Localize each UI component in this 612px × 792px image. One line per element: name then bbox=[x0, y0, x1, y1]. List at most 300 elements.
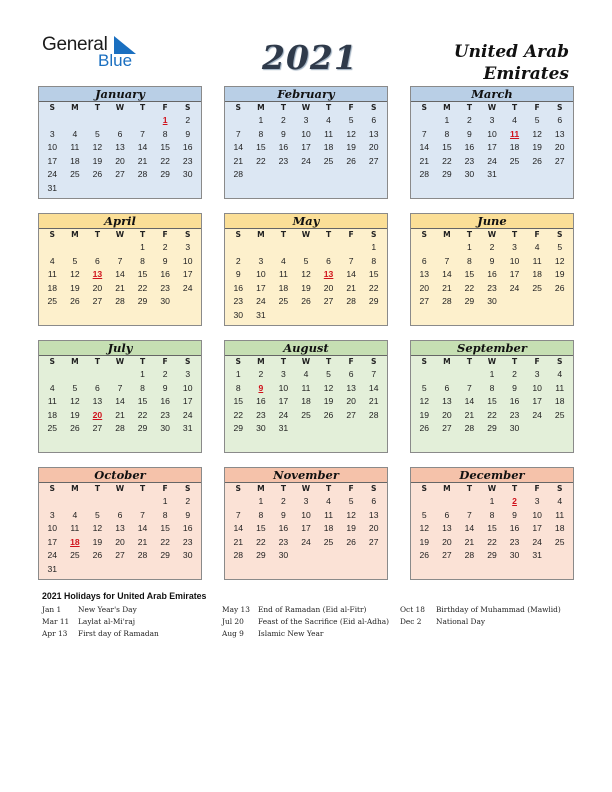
day-cell: 14 bbox=[233, 523, 244, 534]
day-cell: 22 bbox=[137, 282, 148, 293]
day-cell: 13 bbox=[554, 128, 565, 139]
day-cell: 18 bbox=[47, 409, 58, 420]
day-cell: 8 bbox=[258, 128, 264, 139]
empty-day-cell bbox=[41, 114, 64, 128]
day-cell: 16 bbox=[487, 269, 497, 280]
day-cell: 4 bbox=[512, 115, 517, 125]
day-cell: 13 bbox=[115, 523, 125, 534]
month-february bbox=[224, 86, 388, 199]
day-cell: 25 bbox=[554, 536, 565, 547]
day-cell: 12 bbox=[532, 128, 542, 139]
weekday-label: W bbox=[301, 230, 311, 239]
weekday-label: T bbox=[466, 230, 473, 239]
weekday-label: W bbox=[115, 103, 125, 112]
weekday-label: S bbox=[235, 103, 242, 112]
day-cell: 15 bbox=[487, 396, 497, 407]
logo-general-text: General bbox=[42, 34, 108, 55]
holiday-name: Birthday of Muhammad (Mawlid) bbox=[436, 605, 561, 614]
day-cell: 15 bbox=[256, 523, 266, 534]
month-december bbox=[410, 467, 574, 580]
country-line-1: United Arab bbox=[453, 42, 569, 62]
month-march bbox=[410, 86, 574, 199]
day-cell: 19 bbox=[323, 396, 334, 407]
day-cell: 17 bbox=[532, 523, 542, 534]
empty-day-cell bbox=[227, 495, 250, 509]
day-cell: 6 bbox=[95, 382, 100, 393]
logo-blue-text: Blue bbox=[98, 51, 133, 70]
holiday-date: Jul 20 bbox=[222, 617, 244, 626]
empty-day-cell bbox=[413, 114, 436, 128]
empty-day-cell bbox=[64, 114, 87, 128]
day-cell: 15 bbox=[487, 523, 497, 534]
day-cell: 22 bbox=[233, 409, 244, 420]
day-cell: 9 bbox=[467, 128, 472, 139]
day-cell: 15 bbox=[137, 269, 148, 280]
day-cell: 27 bbox=[346, 409, 356, 420]
day-cell: 10 bbox=[47, 142, 58, 153]
day-cell: 6 bbox=[95, 255, 100, 266]
day-cell: 16 bbox=[509, 523, 520, 534]
day-cell: 21 bbox=[137, 536, 148, 547]
weekday-label: S bbox=[556, 230, 563, 239]
day-cell: 3 bbox=[49, 509, 55, 520]
month-grid bbox=[411, 356, 573, 436]
holiday-day-cell: 13 bbox=[323, 269, 334, 280]
holiday-name: Islamic New Year bbox=[258, 629, 324, 638]
day-cell: 16 bbox=[182, 142, 193, 153]
month-grid bbox=[225, 102, 387, 182]
weekday-label: W bbox=[115, 230, 125, 239]
day-cell: 21 bbox=[137, 155, 148, 166]
weekday-label: T bbox=[466, 484, 473, 493]
weekday-label: T bbox=[325, 357, 332, 366]
weekday-label: S bbox=[49, 103, 56, 112]
weekday-label: T bbox=[511, 484, 518, 493]
month-title: February bbox=[225, 87, 387, 102]
day-cell: 18 bbox=[532, 269, 542, 280]
weekday-label: T bbox=[466, 357, 473, 366]
empty-day-cell bbox=[362, 168, 385, 182]
empty-day-cell bbox=[362, 422, 385, 436]
holiday-column bbox=[400, 604, 561, 628]
day-cell: 25 bbox=[323, 155, 334, 166]
day-cell: 19 bbox=[346, 142, 356, 153]
empty-day-cell bbox=[458, 368, 481, 382]
day-cell: 12 bbox=[346, 509, 356, 520]
day-cell: 1 bbox=[489, 369, 495, 379]
day-cell: 7 bbox=[117, 382, 123, 393]
day-cell: 16 bbox=[278, 523, 289, 534]
day-cell: 9 bbox=[235, 269, 241, 280]
day-cell: 26 bbox=[301, 296, 311, 307]
weekday-label: T bbox=[139, 103, 146, 112]
empty-day-cell bbox=[317, 168, 340, 182]
weekday-label: M bbox=[71, 230, 79, 239]
month-grid bbox=[411, 102, 573, 182]
day-cell: 1 bbox=[235, 369, 241, 379]
day-cell: 31 bbox=[487, 169, 497, 180]
day-cell: 21 bbox=[115, 282, 125, 293]
month-may bbox=[224, 213, 388, 326]
empty-day-cell bbox=[86, 241, 109, 255]
day-cell: 4 bbox=[326, 496, 331, 506]
day-cell: 11 bbox=[301, 382, 311, 393]
day-cell: 12 bbox=[70, 396, 80, 407]
holiday-row bbox=[222, 628, 324, 640]
day-cell: 25 bbox=[301, 409, 311, 420]
empty-day-cell bbox=[64, 563, 87, 577]
day-cell: 5 bbox=[72, 382, 78, 393]
weekday-label: T bbox=[466, 103, 473, 112]
weekday-label: M bbox=[71, 357, 79, 366]
empty-day-cell bbox=[503, 295, 526, 309]
weekday-label: S bbox=[49, 484, 56, 493]
weekday-label: M bbox=[443, 103, 451, 112]
day-cell: 21 bbox=[233, 536, 244, 547]
day-cell: 6 bbox=[371, 496, 377, 506]
empty-day-cell bbox=[131, 563, 154, 577]
day-cell: 9 bbox=[512, 509, 517, 520]
day-cell: 27 bbox=[368, 155, 379, 166]
day-cell: 3 bbox=[303, 496, 309, 506]
holiday-name: First day of Ramadan bbox=[78, 629, 159, 638]
empty-day-cell bbox=[548, 168, 571, 182]
day-cell: 9 bbox=[281, 128, 286, 139]
weekday-label: M bbox=[257, 357, 265, 366]
empty-day-cell bbox=[250, 168, 273, 182]
day-cell: 30 bbox=[160, 423, 170, 434]
day-cell: 22 bbox=[487, 409, 497, 420]
day-cell: 19 bbox=[419, 536, 430, 547]
day-cell: 4 bbox=[281, 255, 286, 266]
day-cell: 29 bbox=[160, 169, 170, 180]
holiday-row bbox=[42, 616, 136, 628]
weekday-label: W bbox=[115, 484, 125, 493]
weekday-label: T bbox=[139, 230, 146, 239]
day-cell: 30 bbox=[233, 309, 244, 320]
weekday-label: F bbox=[534, 230, 540, 239]
day-cell: 31 bbox=[256, 309, 266, 320]
weekday-label: M bbox=[71, 484, 79, 493]
day-cell: 24 bbox=[509, 282, 520, 293]
holiday-name: End of Ramadan (Eid al-Fitr) bbox=[258, 605, 367, 614]
weekday-label: M bbox=[257, 230, 265, 239]
month-title: November bbox=[225, 468, 387, 483]
day-cell: 3 bbox=[49, 128, 55, 139]
day-cell: 17 bbox=[256, 282, 266, 293]
month-january bbox=[38, 86, 202, 199]
day-cell: 9 bbox=[185, 509, 191, 520]
day-cell: 24 bbox=[532, 409, 542, 420]
weekday-label: W bbox=[487, 357, 497, 366]
weekday-label: T bbox=[325, 230, 332, 239]
empty-day-cell bbox=[413, 368, 436, 382]
day-cell: 1 bbox=[444, 115, 450, 125]
weekday-label: M bbox=[443, 484, 451, 493]
day-cell: 10 bbox=[182, 382, 193, 393]
weekday-label: M bbox=[71, 103, 79, 112]
holiday-date: Mar 11 bbox=[42, 617, 70, 626]
weekday-label: T bbox=[511, 103, 518, 112]
day-cell: 29 bbox=[487, 550, 497, 561]
day-cell: 29 bbox=[487, 423, 497, 434]
weekday-label: T bbox=[325, 103, 332, 112]
empty-day-cell bbox=[548, 295, 571, 309]
month-title: April bbox=[39, 214, 201, 229]
day-cell: 18 bbox=[278, 282, 289, 293]
day-cell: 8 bbox=[371, 255, 377, 266]
day-cell: 9 bbox=[185, 128, 191, 139]
day-cell: 25 bbox=[509, 155, 520, 166]
day-cell: 13 bbox=[368, 509, 379, 520]
day-cell: 20 bbox=[115, 536, 125, 547]
holidays-title: 2021 Holidays for United Arab Emirates bbox=[42, 591, 207, 601]
day-cell: 12 bbox=[346, 128, 356, 139]
empty-day-cell bbox=[340, 422, 363, 436]
day-cell: 28 bbox=[137, 550, 148, 561]
holiday-day-cell: 20 bbox=[92, 409, 103, 420]
empty-day-cell bbox=[362, 309, 385, 323]
weekday-label: S bbox=[49, 357, 56, 366]
day-cell: 31 bbox=[532, 550, 542, 561]
weekday-label: T bbox=[139, 484, 146, 493]
day-cell: 27 bbox=[368, 536, 379, 547]
empty-day-cell bbox=[41, 368, 64, 382]
holiday-day-cell: 13 bbox=[92, 269, 103, 280]
day-cell: 4 bbox=[303, 369, 309, 379]
day-cell: 24 bbox=[301, 155, 311, 166]
month-june bbox=[410, 213, 574, 326]
day-cell: 10 bbox=[278, 382, 289, 393]
day-cell: 1 bbox=[140, 369, 145, 379]
holiday-day-cell: 18 bbox=[70, 536, 80, 547]
generalblue-logo bbox=[42, 34, 142, 74]
day-cell: 25 bbox=[278, 296, 289, 307]
weekday-label: T bbox=[325, 484, 332, 493]
weekday-label: T bbox=[511, 230, 518, 239]
day-cell: 19 bbox=[532, 142, 542, 153]
month-title: June bbox=[411, 214, 573, 229]
day-cell: 6 bbox=[326, 255, 331, 266]
day-cell: 31 bbox=[47, 182, 58, 193]
day-cell: 6 bbox=[444, 382, 450, 393]
weekday-label: W bbox=[487, 103, 497, 112]
day-cell: 9 bbox=[489, 255, 495, 266]
day-cell: 2 bbox=[489, 242, 495, 252]
day-cell: 16 bbox=[233, 282, 244, 293]
day-cell: 17 bbox=[278, 396, 289, 407]
day-cell: 14 bbox=[464, 523, 475, 534]
empty-day-cell bbox=[227, 241, 250, 255]
day-cell: 15 bbox=[160, 523, 170, 534]
day-cell: 29 bbox=[233, 423, 244, 434]
day-cell: 2 bbox=[281, 115, 286, 125]
day-cell: 19 bbox=[346, 523, 356, 534]
holiday-date: Jan 1 bbox=[42, 605, 62, 614]
day-cell: 27 bbox=[554, 155, 565, 166]
day-cell: 7 bbox=[348, 255, 354, 266]
weekday-label: S bbox=[421, 357, 428, 366]
day-cell: 30 bbox=[509, 550, 520, 561]
month-grid bbox=[411, 229, 573, 309]
day-cell: 10 bbox=[256, 269, 266, 280]
day-cell: 15 bbox=[137, 396, 148, 407]
day-cell: 28 bbox=[137, 169, 148, 180]
day-cell: 28 bbox=[464, 423, 475, 434]
day-cell: 5 bbox=[557, 242, 563, 252]
day-cell: 30 bbox=[487, 296, 497, 307]
day-cell: 26 bbox=[532, 155, 542, 166]
empty-day-cell bbox=[64, 368, 87, 382]
day-cell: 14 bbox=[137, 523, 148, 534]
day-cell: 24 bbox=[487, 155, 497, 166]
day-cell: 18 bbox=[554, 396, 565, 407]
holiday-name: Feast of the Sacrifice (Eid al-Adha) bbox=[258, 617, 390, 626]
day-cell: 20 bbox=[92, 282, 103, 293]
day-cell: 5 bbox=[326, 369, 331, 379]
day-cell: 11 bbox=[70, 142, 80, 153]
weekday-label: S bbox=[421, 103, 428, 112]
weekday-label: W bbox=[487, 230, 497, 239]
empty-day-cell bbox=[548, 422, 571, 436]
day-cell: 27 bbox=[442, 423, 452, 434]
day-cell: 31 bbox=[47, 563, 58, 574]
day-cell: 2 bbox=[281, 496, 286, 506]
month-title: March bbox=[411, 87, 573, 102]
holiday-name: New Year's Day bbox=[78, 605, 137, 614]
empty-day-cell bbox=[154, 182, 177, 196]
month-grid bbox=[225, 356, 387, 436]
day-cell: 10 bbox=[182, 255, 193, 266]
weekday-label: F bbox=[162, 357, 168, 366]
day-cell: 10 bbox=[532, 509, 542, 520]
weekday-label: S bbox=[184, 484, 191, 493]
day-cell: 17 bbox=[47, 536, 58, 547]
day-cell: 20 bbox=[368, 523, 379, 534]
day-cell: 23 bbox=[278, 536, 289, 547]
day-cell: 14 bbox=[233, 142, 244, 153]
weekday-label: F bbox=[348, 484, 354, 493]
day-cell: 4 bbox=[72, 128, 78, 139]
empty-day-cell bbox=[131, 495, 154, 509]
month-title: July bbox=[39, 341, 201, 356]
empty-day-cell bbox=[86, 114, 109, 128]
day-cell: 18 bbox=[301, 396, 311, 407]
day-cell: 24 bbox=[47, 169, 58, 180]
weekday-label: F bbox=[162, 230, 168, 239]
day-cell: 5 bbox=[421, 382, 427, 393]
day-cell: 1 bbox=[162, 496, 168, 506]
day-cell: 12 bbox=[419, 523, 430, 534]
day-cell: 21 bbox=[464, 536, 475, 547]
weekday-label: T bbox=[139, 357, 146, 366]
empty-day-cell bbox=[176, 563, 199, 577]
month-september bbox=[410, 340, 574, 453]
day-cell: 1 bbox=[258, 496, 264, 506]
weekday-label: F bbox=[534, 484, 540, 493]
day-cell: 14 bbox=[464, 396, 475, 407]
day-cell: 25 bbox=[554, 409, 565, 420]
day-cell: 12 bbox=[419, 396, 430, 407]
day-cell: 9 bbox=[281, 509, 286, 520]
day-cell: 17 bbox=[182, 269, 193, 280]
day-cell: 28 bbox=[233, 169, 244, 180]
empty-day-cell bbox=[176, 182, 199, 196]
empty-day-cell bbox=[131, 114, 154, 128]
day-cell: 30 bbox=[464, 169, 475, 180]
day-cell: 14 bbox=[137, 142, 148, 153]
day-cell: 7 bbox=[421, 128, 427, 139]
day-cell: 27 bbox=[115, 550, 125, 561]
day-cell: 2 bbox=[512, 369, 517, 379]
day-cell: 23 bbox=[160, 282, 170, 293]
day-cell: 19 bbox=[92, 536, 103, 547]
day-cell: 29 bbox=[464, 296, 475, 307]
day-cell: 25 bbox=[532, 282, 542, 293]
weekday-label: M bbox=[443, 230, 451, 239]
day-cell: 23 bbox=[278, 155, 289, 166]
day-cell: 3 bbox=[534, 496, 540, 506]
day-cell: 19 bbox=[70, 282, 80, 293]
holiday-column bbox=[222, 604, 390, 640]
day-cell: 13 bbox=[442, 523, 452, 534]
weekday-label: S bbox=[370, 230, 377, 239]
empty-day-cell bbox=[41, 495, 64, 509]
day-cell: 19 bbox=[70, 409, 80, 420]
day-cell: 12 bbox=[92, 523, 103, 534]
day-cell: 8 bbox=[258, 509, 264, 520]
empty-day-cell bbox=[436, 241, 459, 255]
day-cell: 10 bbox=[301, 509, 311, 520]
empty-day-cell bbox=[436, 368, 459, 382]
day-cell: 24 bbox=[256, 296, 266, 307]
month-november bbox=[224, 467, 388, 580]
day-cell: 23 bbox=[509, 536, 520, 547]
day-cell: 11 bbox=[47, 269, 57, 280]
month-grid bbox=[39, 483, 201, 577]
day-cell: 9 bbox=[162, 255, 168, 266]
day-cell: 29 bbox=[368, 296, 379, 307]
empty-day-cell bbox=[86, 563, 109, 577]
holiday-day-cell: 2 bbox=[512, 496, 517, 506]
day-cell: 20 bbox=[442, 409, 452, 420]
day-cell: 16 bbox=[278, 142, 289, 153]
day-cell: 1 bbox=[258, 115, 264, 125]
day-cell: 6 bbox=[117, 128, 123, 139]
weekday-label: S bbox=[370, 357, 377, 366]
weekday-label: S bbox=[184, 230, 191, 239]
day-cell: 23 bbox=[509, 409, 520, 420]
day-cell: 7 bbox=[467, 382, 472, 393]
day-cell: 14 bbox=[419, 142, 430, 153]
empty-day-cell bbox=[86, 368, 109, 382]
weekday-label: W bbox=[301, 484, 311, 493]
day-cell: 23 bbox=[464, 155, 475, 166]
weekday-label: S bbox=[235, 230, 242, 239]
day-cell: 16 bbox=[256, 396, 266, 407]
empty-day-cell bbox=[64, 182, 87, 196]
day-cell: 22 bbox=[160, 536, 170, 547]
day-cell: 2 bbox=[162, 369, 168, 379]
day-cell: 13 bbox=[115, 142, 125, 153]
weekday-label: M bbox=[443, 357, 451, 366]
day-cell: 16 bbox=[182, 523, 193, 534]
month-title: May bbox=[225, 214, 387, 229]
day-cell: 9 bbox=[512, 382, 517, 393]
day-cell: 5 bbox=[348, 496, 354, 506]
weekday-label: S bbox=[556, 484, 563, 493]
day-cell: 7 bbox=[235, 128, 241, 139]
